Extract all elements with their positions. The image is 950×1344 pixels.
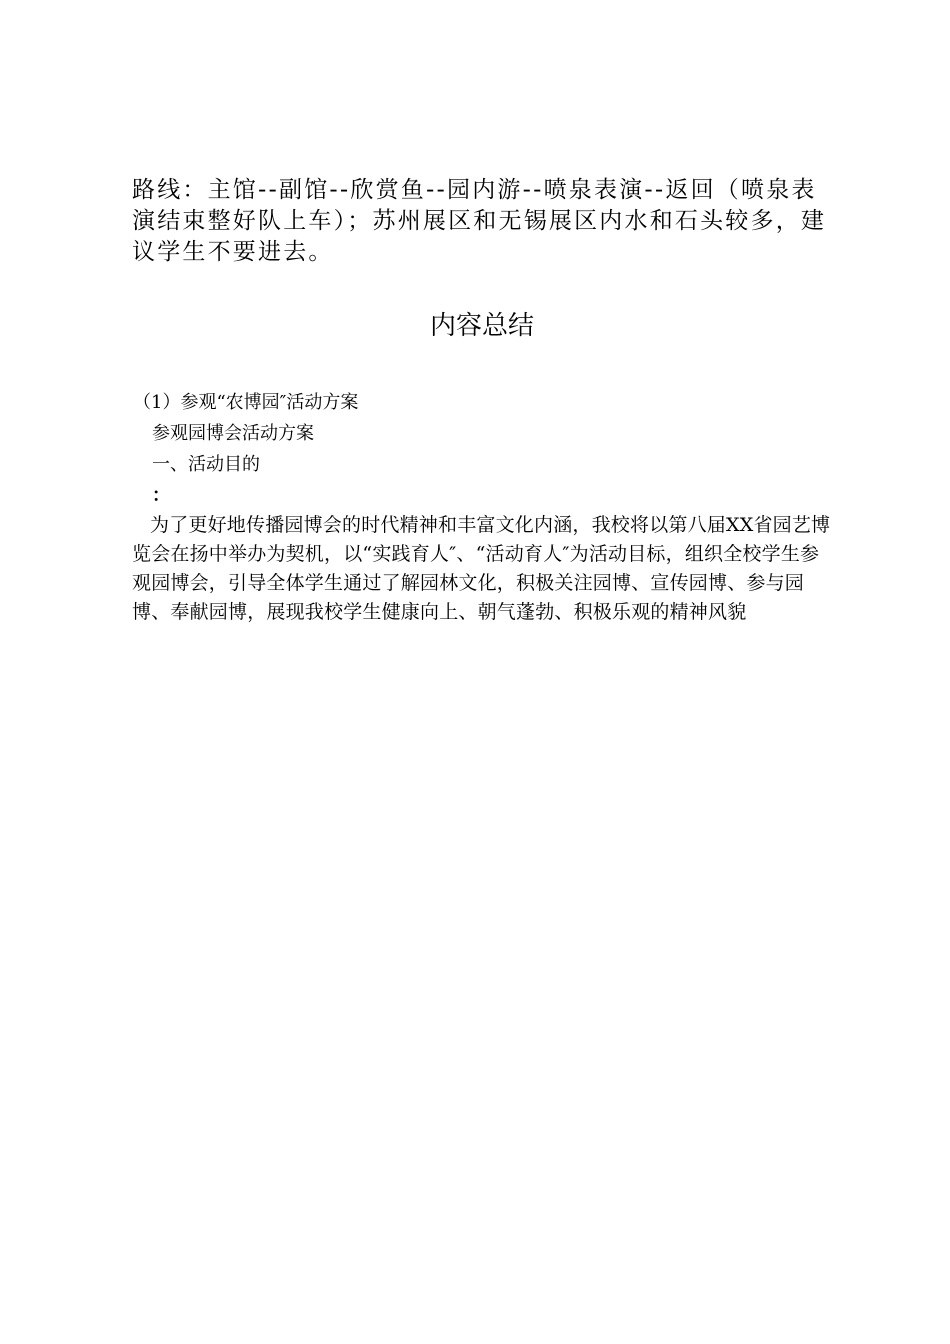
item-heading: （1）参观“农博园″活动方案 (133, 392, 359, 413)
purpose-paragraph: 为了更好地传播园博会的时代精神和丰富文化内涵，我校将以第八届XX省园艺博览会在扬中举办为契机，以“实践育人″、“活动育人″为活动目标，组织全校学生参观园博会，引导全体学生通过了解园林文化，积极关注园博、宣传园博、参与园博、奉献园博，展现我校学生健康向上、朝气蓬勃、积极乐观的精神风貌 (132, 514, 831, 623)
section-title: 内容总结 (429, 311, 534, 341)
colon-line: ： (152, 485, 170, 506)
route-paragraph: 路线：主馆--副馆--欣赏鱼--园内游--喷泉表演--返回（喷泉表演结束整好队上车）；苏州展区和无锡展区内水和石头较多，建议学生不要进去。 (132, 177, 827, 265)
plan-title: 参观园博会活动方案 (152, 423, 314, 444)
section-heading-purpose: 一、活动目的 (152, 454, 260, 475)
